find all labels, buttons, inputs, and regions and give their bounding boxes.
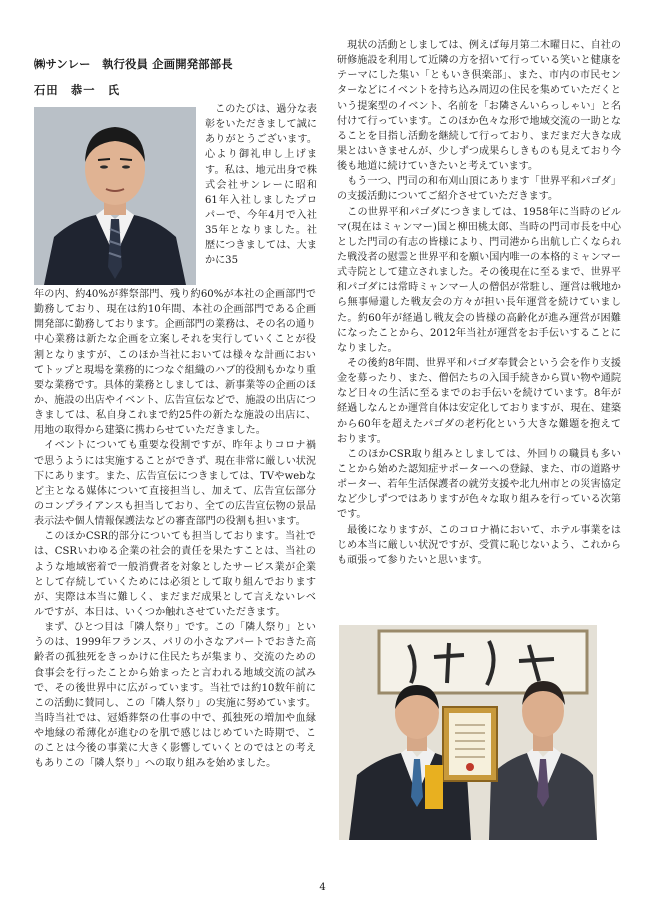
header-company-title: ㈱サンレー 執行役員 企画開発部部長 [34,58,233,71]
right-paragraph-1: 現状の活動としましては、例えば毎月第二木曜日に、自社の研修施設を利用して近隣の方を招いて行っている笑いと健康をテーマにした集い「ともいき倶楽部」、また、市内の市民センターなどにイベントを持ち込み周辺の住民を集めていただくという提案型のイベント、名前を「お隣さんいらっしゃい」と名付けて行っています。このほか色々な形で地域交流の一助となることを目指し活動を継続して行っており、まだまだ大きな成果とはいきませんが、少しずつ成果らしきものも見えており今後も地道に続けていきたいと考えています。 [337,40,621,173]
right-paragraph-6: 最後になりますが、このコロナ禍において、ホテル事業をはじめ本当に厳しい状況ですが、受賞に恥じないよう、これからも頑張って参りたいと思います。 [337,524,621,566]
left-paragraph-4: まず、ひとつ目は「隣人祭り」です。この「隣人祭り」というのは、1999年フランス、パリの小さなアパートでおきた高齢者の孤独死をきっかけに住民たちが集まり、交流のための食事会を行ったことから始まったと言われる地域交流の試みで、その後世界中に広がっています。当社では約10数年前にこの活動に賛同し、この「隣人祭り」の実施に努めています。当時当社では、冠婚葬祭の仕事の中で、孤独死の増加や血縁や地縁の希薄化が進むのを肌で感じはじめていた時期で、このことは今後の事業に大きく影響していくとのではとの考えもありこの「隣人祭り」への取り組みを始めました。 [34,622,316,770]
intro-paragraph [205,102,317,269]
intro-text: このたびは、過分な表彰をいただきまして誠にありがとうございます。心より御礼申し上げます。私は、地元出身で株式会社サンレーに昭和61年入社しましたプロパーで、今年4月で入社35年となりました。社歴につきましては、大まかに35 [205,104,317,267]
left-paragraph-2: イベントについても重要な役割ですが、昨年よりコロナ禍で思うようには実施することができず、現在非常に厳しい状況下にあります。また、広告宣伝につきましては、TVやwebなど主となる媒体について直接担当し、加えて、広告宣伝部分のコンプライアンスも担当しており、全ての広告宣伝物の景品表示法や個人情報保護法などの審査部門の役割も担います。 [34,440,316,528]
left-paragraph-1: 年の内、約40%が葬祭部門、残り約60%が本社の企画部門で勤務しており、現在は約10年間、本社の企画部門である企画開発部に勤務しております。企画部門の業務は、その名の通り中心業務は新たな企画を立案しそれを実行していくことが役割となりますが、このほか当社においては様々な計画においてトップと現場を業務的につなぐ組織のハブ的役割もかなり重要な業務です。具体的業務としましては、新事業等の企画のほか、施設の出店やイベント、広告宣伝などで、施設の出店につきましては、私自身これまで約25件の新たな施設の出店に、用地の取得から建築に携わらせていただきました。 [34,289,316,437]
left-column [34,287,316,772]
right-paragraph-5: このほかCSR取り組みとしましては、外回りの職員も多いことから始めた認知症サポーターへの登録、また、市の道路サポーター、若年生活保護者の就労支援や北九州市との災害協定など少しずつではありますが色々な取り組みを行っている次第です。 [337,448,621,521]
award-ceremony-photo [339,625,597,840]
award-photo-illustration [339,625,597,840]
right-paragraph-2: もう一つ、門司の和布刈山頂にあります「世界平和パゴダ」の支援活動についてご紹介させていただきます。 [337,176,621,203]
right-paragraph-3: この世界平和パゴダにつきましては、1958年に当時のビルマ(現在はミャンマー)国と柳田桃太郎、当時の門司市長を中心とした門司の有志の皆様により、門司港から出航し亡くなられた戦没者の慰霊と世界平和を願い国内唯一の本格的ミャンマー式寺院として建立されました。その後現在に至るまで、世界平和パゴダには常時ミャンマー人の僧侶が常駐し、運営は戦地から無事帰還した戦友会の方々が担い長年運営を続けていました。約60年が経過し戦友会の皆様の高齢化が進み運営が困難になったことから、2012年当社が運営をお手伝いすることになりました。 [337,206,621,354]
right-column [337,38,621,568]
header-person-name: 石田 恭一 氏 [34,84,121,97]
portrait-photo [34,107,196,285]
portrait-illustration [34,107,196,285]
right-paragraph-4: その後約8年間、世界平和パゴダ奉賛会という会を作り支援金を募ったり、また、僧侶たちの入国手続きから買い物や通院など日々の生活に至るまでのお手伝いを続けています。8年が経過しなんとか運営自体は安定化しておりますが、現在、建築から60年を超えたパゴダの老朽化という大きな難題を抱えております。 [337,357,621,445]
left-paragraph-3: このほかCSR的部分についても担当しております。当社では、CSRいわゆる企業の社会的責任を果たすことは、当社のような地域密着で一般消費者を対象としたサービス業が企業として存続していくためには必須として取り組んでおりますが、実際は本当に難しく、まだまだ成果として言えないレベルですが、本日は、いくつか触れさせていただきます。 [34,531,316,618]
page-number: 4 [319,882,326,893]
